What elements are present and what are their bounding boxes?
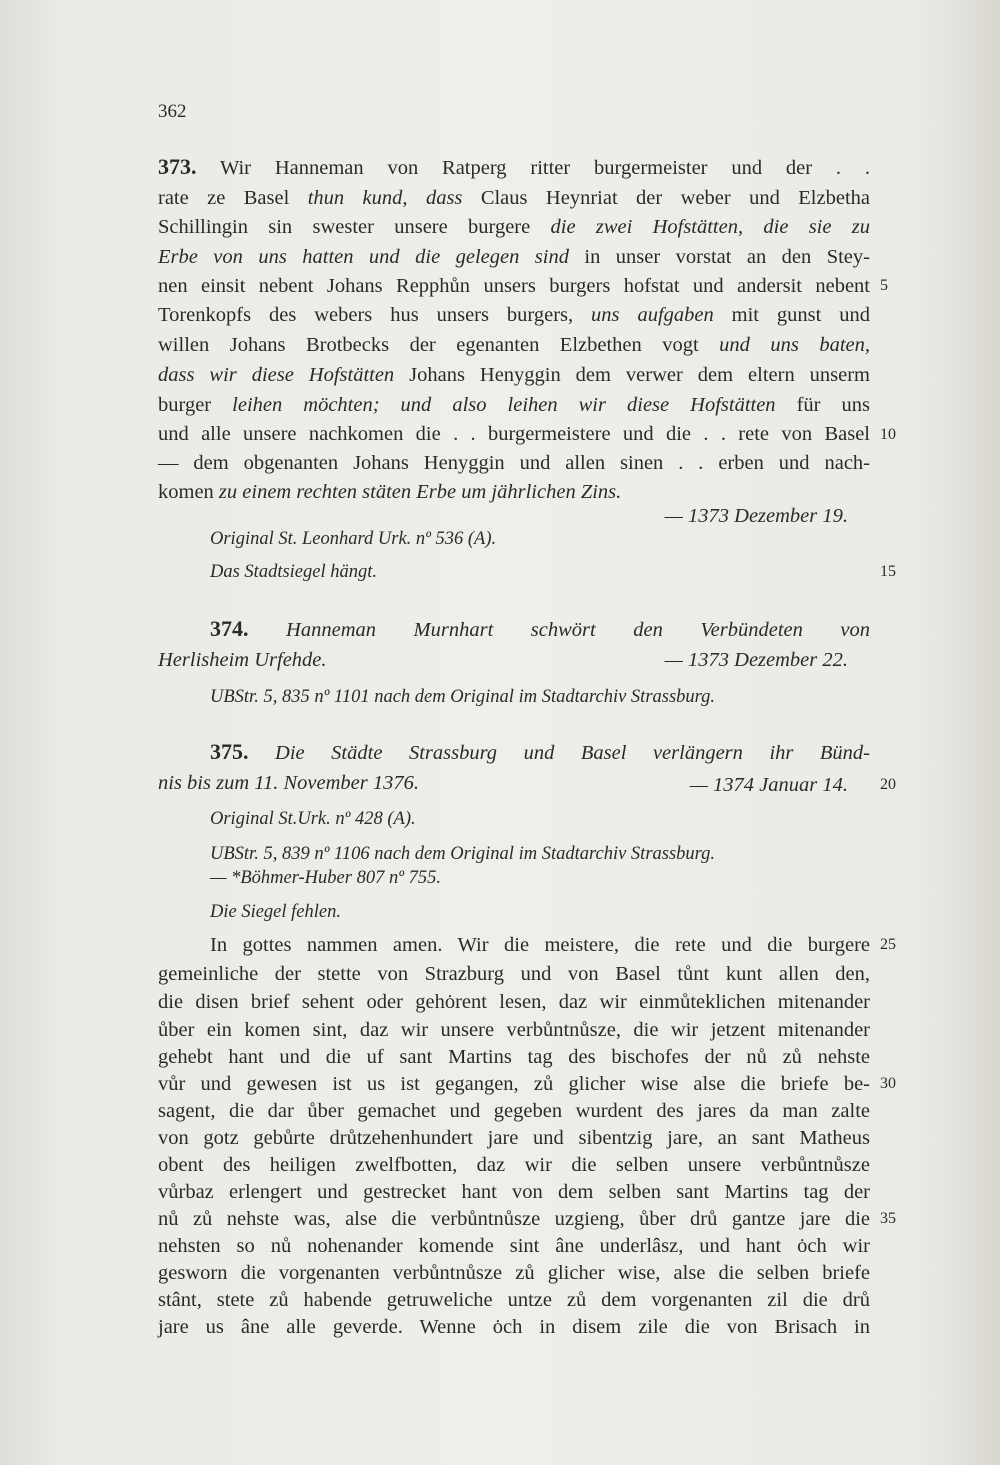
entry-375-title-line-2: nis bis zum 11. November 1376. (158, 772, 419, 794)
entry-375-source-2a: UBStr. 5, 839 nº 1106 nach dem Original im Stadtarchiv Strassburg. (210, 844, 716, 864)
text-segment: — dem obgenanten Johans Henyggin und allen sinen . . erben und nach- (158, 452, 870, 474)
text-segment: Wir Hanneman von Ratperg ritter burgermeister und der . . (196, 157, 870, 179)
entry-374-title-line-1 (210, 614, 870, 645)
margin-line-number: 30 (880, 1075, 896, 1092)
entry-375-source-1: Original St.Urk. nº 428 (A). (210, 809, 416, 829)
margin-line-number: 35 (880, 1210, 896, 1227)
margin-line-number: 15 (880, 563, 896, 580)
italic-segment: Die Städte Strassburg und Basel verlängern ihr Bünd- (275, 742, 871, 764)
entry-374-source: UBStr. 5, 835 nº 1101 nach dem Original im Stadtarchiv Strassburg. (210, 687, 716, 707)
text-segment: in unser vorstat an den Stey- (568, 246, 870, 268)
entry-375-seal: Die Siegel fehlen. (210, 902, 341, 922)
entry-number: 375. (210, 739, 249, 764)
italic-segment: thun kund, dass (307, 187, 463, 209)
entry-375-text-line-2: gemeinliche der stette von Strazburg und von Basel tůnt kunt allen den, (158, 963, 870, 985)
entry-375-text-line-12: nehsten so nů nohenander komende sint âne underlâsz, und hant ȯch wir (158, 1235, 870, 1257)
entry-375-title-line-1 (210, 737, 870, 768)
text-segment: komen (158, 481, 219, 503)
italic-segment: Erbe von uns hatten und die gelegen sind (158, 246, 569, 268)
italic-segment: dass wir diese Hofstätten (158, 364, 395, 386)
entry-373-date: — 1373 Dezember 19. (664, 505, 848, 527)
entry-373-line-10 (158, 419, 870, 449)
entry-375-text-line-9: obent des heiligen zwelfbotten, daz wir die selben unsere verbůntnůsze (158, 1154, 870, 1176)
entry-373-line-11 (158, 448, 870, 478)
text-segment: für uns (775, 394, 870, 416)
italic-segment: Hanneman Murnhart schwört den Verbündeten von (286, 619, 871, 641)
entry-373-line-8 (158, 360, 870, 390)
entry-373-line-6 (158, 300, 870, 330)
text-segment: Johans Henyggin dem verwer dem eltern unserm (394, 364, 870, 386)
italic-segment: und uns baten, (719, 334, 870, 356)
entry-375-text-line-11: nů zů nehste was, alse die verbůntnůsze uzgieng, ůber drů gantze jare die (158, 1208, 870, 1230)
entry-375-text-line-1: In gottes nammen amen. Wir die meistere, die rete und die burgere (210, 934, 870, 956)
text-segment: rate ze Basel (158, 187, 308, 209)
entry-375-text-line-5: gehebt hant und die uf sant Martins tag des bischofes der nů zů nehste (158, 1046, 870, 1068)
text-segment: Schillingin sin swester unsere burgere (158, 216, 551, 238)
margin-line-number: 20 (880, 776, 896, 793)
margin-line-number: 25 (880, 936, 896, 953)
entry-375-text-line-4: ůber ein komen sint, daz wir unsere verbůntnůsze, die wir jetzent mitenander (158, 1019, 870, 1041)
italic-segment: leihen möchten; und also leihen wir diese Hofstätten (232, 394, 776, 416)
entry-375-text-line-13: gesworn die vorgenanten verbůntnůsze zů glicher wise, alse die selben briefe (158, 1262, 870, 1284)
margin-line-number: 5 (880, 277, 888, 294)
text-segment: nen einsit nebent Johans Repphůn unsers burgers hofstat und andersit nebent (158, 275, 870, 297)
entry-375-source-2b: — *Böhmer-Huber 807 nº 755. (210, 868, 441, 888)
entry-373-line-1 (158, 152, 870, 183)
entry-374-title-line-2: Herlisheim Urfehde. (158, 649, 327, 671)
entry-373-source: Original St. Leonhard Urk. nº 536 (A). (210, 529, 497, 549)
entry-375-text-line-3: die disen brief sehent oder gehȯrent lesen, daz wir einmůteklichen mitenander (158, 991, 870, 1013)
entry-375-text-line-8: von gotz gebůrte drůtzehenhundert jare und sibentzig jare, an sant Matheus (158, 1127, 870, 1149)
entry-373-line-7 (158, 330, 870, 360)
entry-375-text-line-14: stânt, stete zů habende getruweliche untze zů dem vorgenanten zil die drů (158, 1289, 870, 1311)
entry-373-line-5 (158, 271, 870, 301)
entry-373-seal: Das Stadtsiegel hängt. (210, 562, 378, 582)
entry-373-line-2 (158, 183, 870, 213)
entry-375-text-line-10: vůrbaz erlengert und gestrecket hant von dem selben sant Martins tag der (158, 1181, 870, 1203)
entry-373-line-3 (158, 212, 870, 242)
italic-segment: die zwei Hofstätten, die sie zu (550, 216, 870, 238)
text-segment: Torenkopfs des webers hus unsers burgers, (158, 304, 592, 326)
italic-segment: uns aufgaben (591, 304, 714, 326)
entry-373-line-4 (158, 242, 870, 272)
margin-line-number: 10 (880, 426, 896, 443)
italic-segment: zu einem rechten stäten Erbe um jährlichen Zins. (218, 481, 622, 503)
entry-374-date: — 1373 Dezember 22. (664, 649, 848, 671)
page-number: 362 (158, 101, 187, 122)
text-segment: Claus Heynriat der weber und Elzbetha (462, 187, 870, 209)
entry-number: 373. (158, 154, 197, 179)
text-segment: und alle unsere nachkomen die . . burgermeistere und die . . rete von Basel (158, 423, 870, 445)
entry-375-text-line-6: vůr und gewesen ist us ist gegangen, zů glicher wise alse die briefe be- (158, 1073, 870, 1095)
text-segment: burger (158, 394, 233, 416)
entry-373-line-9 (158, 390, 870, 420)
entry-375-text-line-15: jare us âne alle geverde. Wenne ȯch in disem zile die von Brisach in (158, 1316, 870, 1338)
entry-number: 374. (210, 616, 249, 641)
text-segment: mit gunst und (713, 304, 870, 326)
entry-375-date: — 1374 Januar 14. (689, 774, 848, 796)
entry-375-text-line-7: sagent, die dar ůber gemachet und gegeben wurdent des jares da man zalte (158, 1100, 870, 1122)
text-segment: willen Johans Brotbecks der egenanten Elzbethen vogt (158, 334, 720, 356)
